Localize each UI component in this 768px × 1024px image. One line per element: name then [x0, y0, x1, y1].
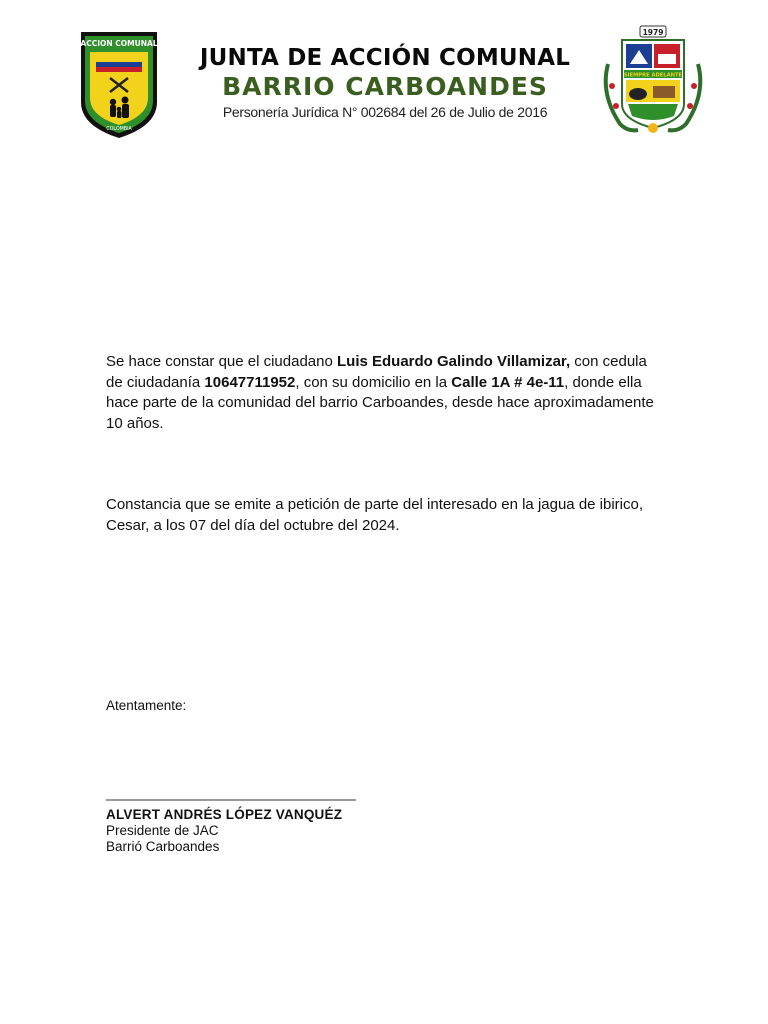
- certification-text-4: , donde ella hace parte de la comunidad del barrio Carboandes, desde hace aproximadamente 10 años.: [106, 373, 654, 432]
- citizen-id-number: 10647711952: [204, 373, 296, 391]
- letterhead: [190, 44, 580, 120]
- coat-year: 1979: [642, 28, 664, 37]
- legal-registration: Personería Jurídica N° 002684 del 26 de Julio de 2016: [222, 104, 548, 120]
- signature-line: [106, 799, 356, 801]
- shield-bottom-text: COLOMBIA: [106, 127, 132, 132]
- carboandes-coat-of-arms-logo: [598, 24, 708, 136]
- shield-top-text: ACCION COMUNAL: [80, 39, 158, 48]
- citizen-address: Calle 1A # 4e-11: [451, 373, 565, 391]
- coat-motto: SIEMPRE ADELANTE: [623, 72, 683, 79]
- signer-name: ALVERT ANDRÉS LÓPEZ VANQUÉZ: [106, 807, 343, 822]
- issuance-paragraph: Constancia que se emite a petición de parte del interesado en la jagua de ibirico, Cesar, a los 07 del día del octubre del 2024.: [106, 496, 644, 534]
- certification-paragraph: [106, 352, 666, 434]
- signer-role: Presidente de JAC: [106, 823, 219, 838]
- accion-comunal-shield-logo: [78, 30, 160, 140]
- neighborhood-title: BARRIO CARBOANDES: [222, 72, 548, 101]
- signature-block: [106, 807, 342, 855]
- citizen-name: Luis Eduardo Galindo Villamizar,: [337, 353, 571, 370]
- organization-title: JUNTA DE ACCIÓN COMUNAL: [199, 45, 571, 71]
- certification-text-3: , con su domicilio en la: [295, 373, 452, 391]
- closing-salutation: Atentamente:: [106, 698, 187, 713]
- signer-organization: Barrió Carboandes: [106, 839, 220, 854]
- certification-text-1: Se hace constar que el ciudadano: [106, 353, 337, 370]
- certification-text-2: con cedula de ciudadanía: [106, 353, 647, 391]
